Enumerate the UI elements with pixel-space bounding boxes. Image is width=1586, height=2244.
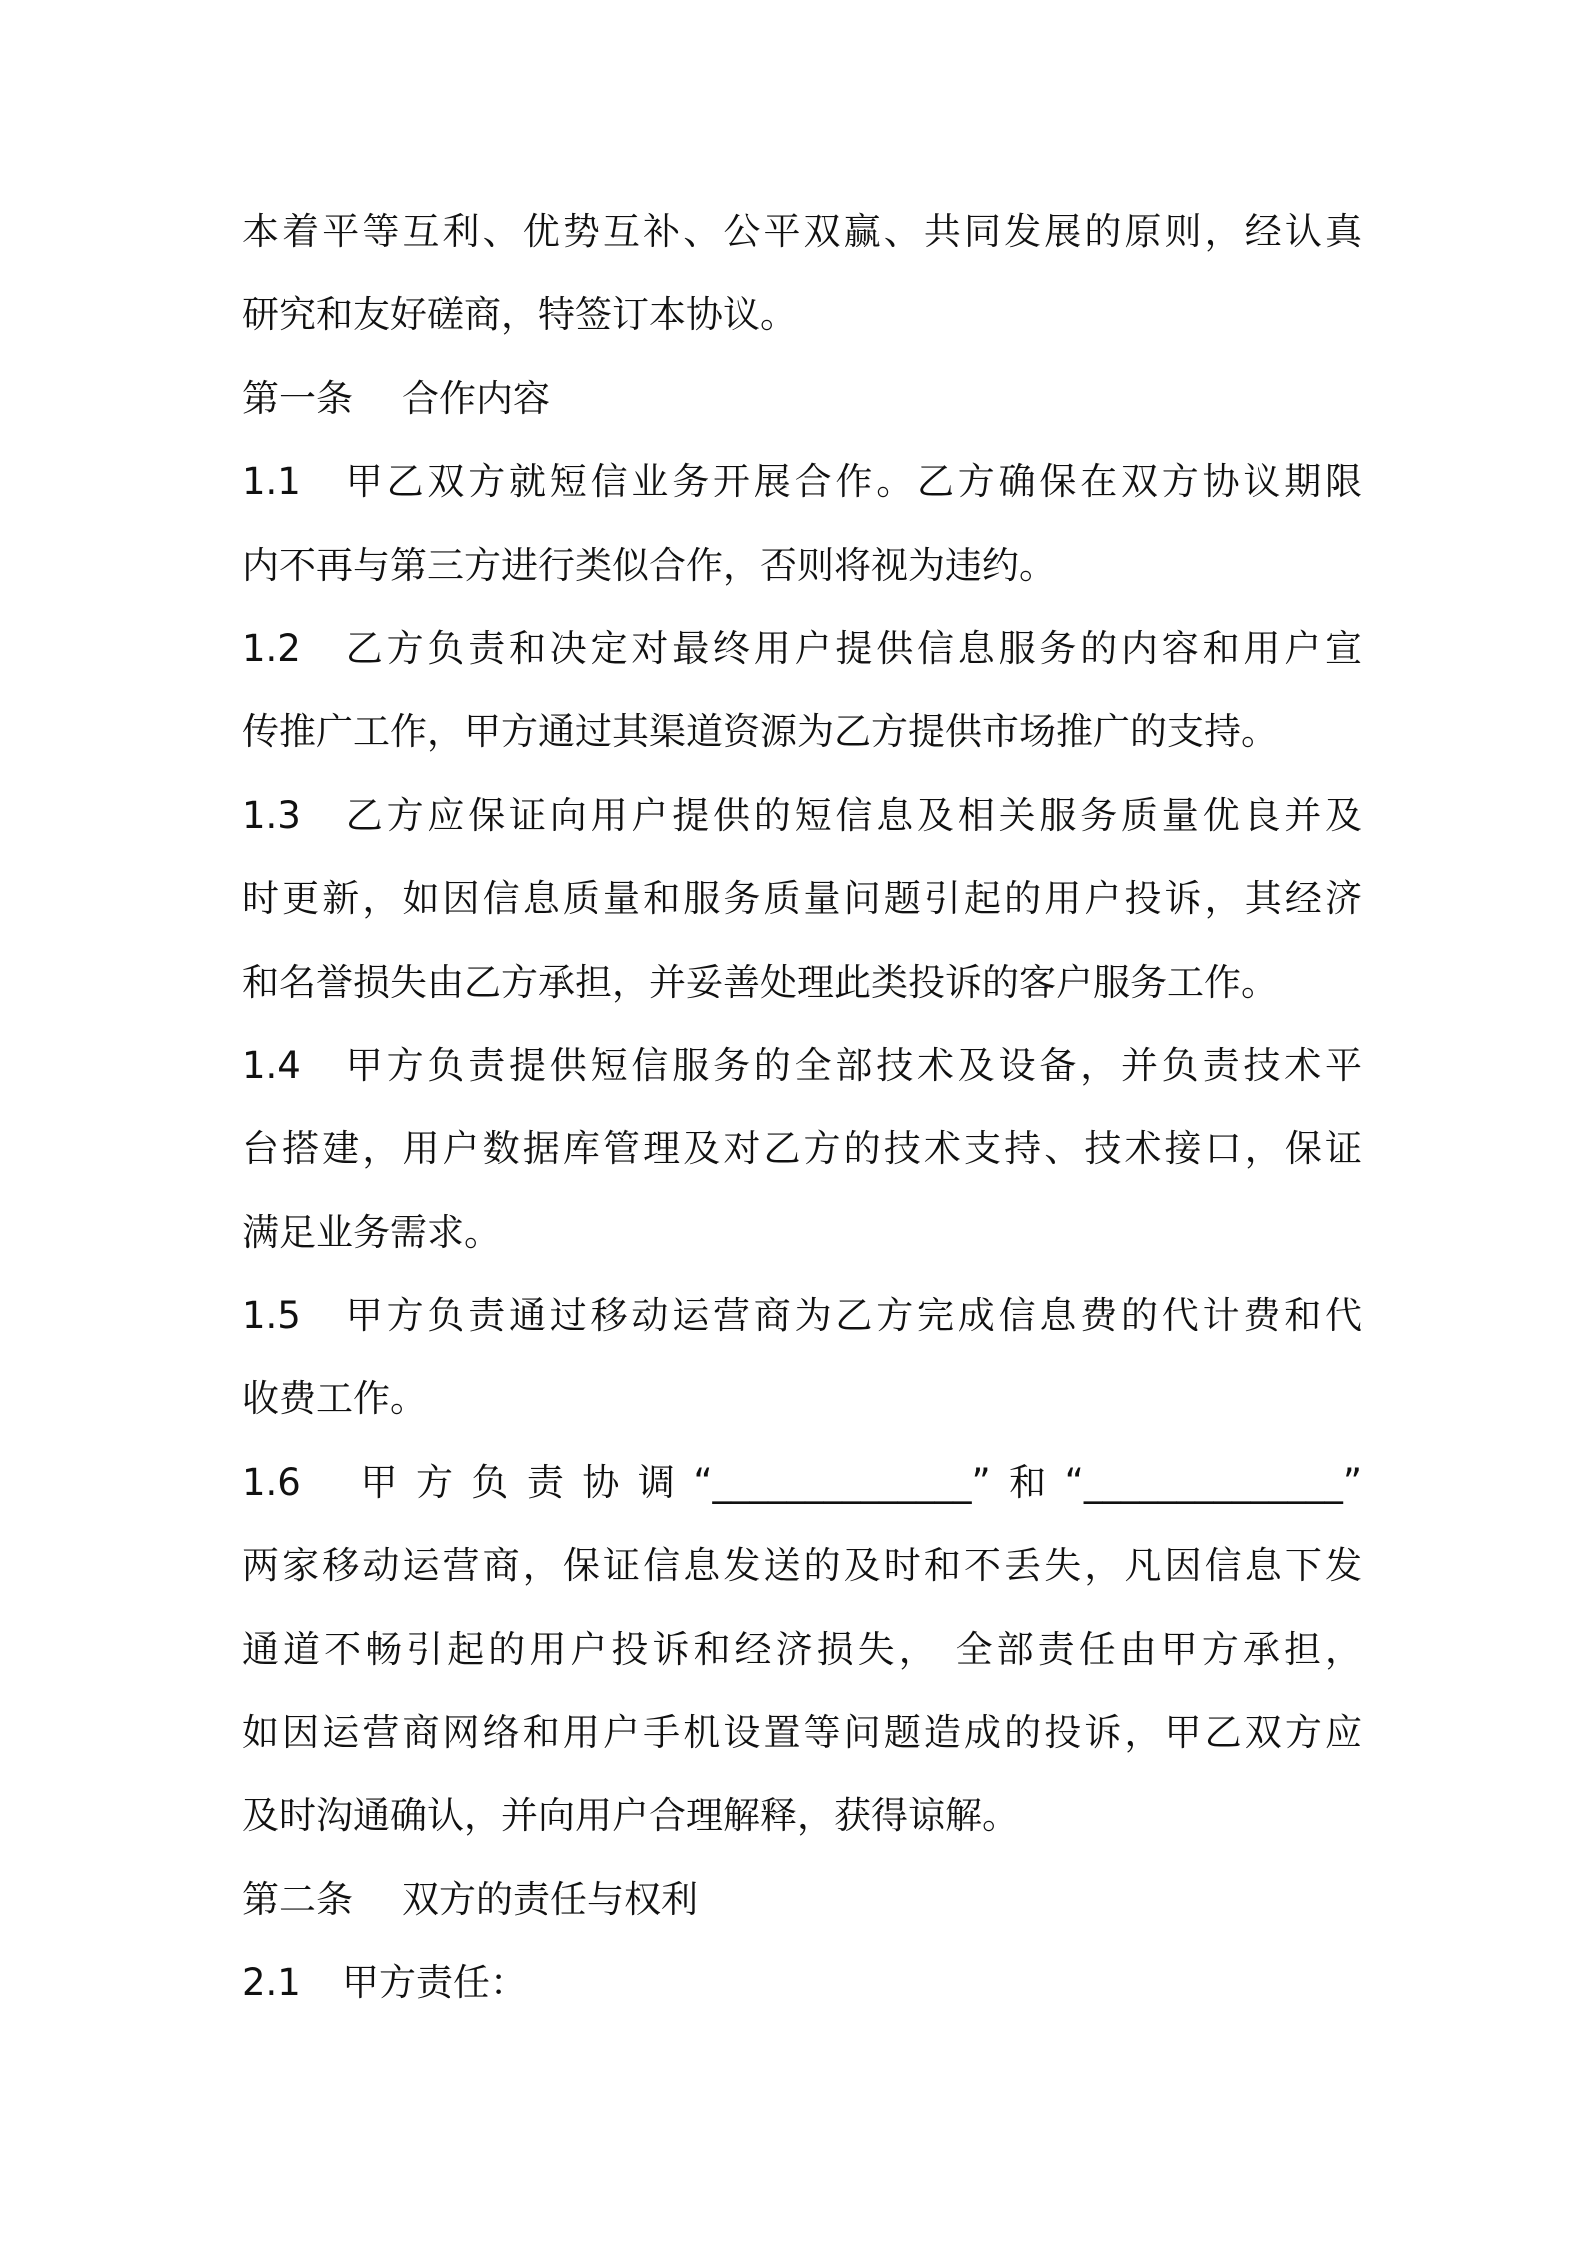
clause-1-4-text-1: 甲方负责提供短信服务的全部技术及设备，并负责技术平	[342, 1043, 1362, 1087]
clause-1-4-line-3: 满足业务需求。	[242, 1210, 501, 1254]
clause-1-5-number: 1.5	[242, 1294, 301, 1338]
clause-1-3-line-1	[242, 774, 1362, 857]
clause-1-5-line-2: 收费工作。	[242, 1377, 427, 1421]
article-2-number: 第二条	[242, 1877, 353, 1921]
clause-1-6-text-1: 甲方负责协调“______________”和“______________”	[342, 1460, 1362, 1504]
clause-1-1-line-2: 内不再与第三方进行类似合作，否则将视为违约。	[242, 543, 1056, 587]
clause-2-1-line	[242, 1941, 1362, 2024]
article-1-title: 合作内容	[402, 376, 550, 420]
clause-2-1-text: 甲方责任：	[342, 1961, 527, 2005]
clause-1-4-line-2: 台搭建，用户数据库管理及对乙方的技术支持、技术接口，保证	[242, 1127, 1362, 1171]
clause-1-4-line-1	[242, 1024, 1362, 1107]
article-1-heading	[242, 357, 1362, 440]
clause-1-3-line-3: 和名誉损失由乙方承担，并妥善处理此类投诉的客户服务工作。	[242, 960, 1278, 1004]
preamble-line-1: 本着平等互利、优势互补、公平双赢、共同发展的原则，经认真	[242, 210, 1362, 253]
clause-1-2-line-2: 传推广工作，甲方通过其渠道资源为乙方提供市场推广的支持。	[242, 710, 1278, 754]
clause-1-3-line-2: 时更新，如因信息质量和服务质量问题引起的用户投诉，其经济	[242, 877, 1362, 921]
clause-1-6-line-5: 及时沟通确认，并向用户合理解释，获得谅解。	[242, 1794, 1019, 1838]
clause-1-4-number: 1.4	[242, 1043, 301, 1087]
clause-1-1-number: 1.1	[242, 460, 301, 504]
clause-1-6-line-4: 如因运营商网络和用户手机设置等问题造成的投诉，甲乙双方应	[242, 1711, 1362, 1755]
clause-1-1-line-1	[242, 440, 1362, 523]
clause-1-6-line-1	[242, 1441, 1362, 1524]
clause-1-3-text-1: 乙方应保证向用户提供的短信息及相关服务质量优良并及	[342, 793, 1362, 837]
clause-1-2-number: 1.2	[242, 626, 301, 670]
clause-1-6-line-2: 两家移动运营商，保证信息发送的及时和不丢失，凡因信息下发	[242, 1544, 1362, 1588]
preamble-line-2: 研究和友好磋商，特签订本协议。	[242, 293, 797, 337]
clause-1-5-line-1	[242, 1274, 1362, 1357]
clause-1-5-text-1: 甲方负责通过移动运营商为乙方完成信息费的代计费和代	[342, 1294, 1362, 1338]
article-1-number: 第一条	[242, 376, 353, 420]
clause-1-2-text-1: 乙方负责和决定对最终用户提供信息服务的内容和用户宣	[342, 626, 1362, 670]
clause-1-2-line-1	[242, 607, 1362, 690]
clause-1-3-number: 1.3	[242, 793, 301, 837]
contract-page	[242, 190, 1362, 2025]
clause-1-6-number: 1.6	[242, 1460, 301, 1504]
clause-2-1-number: 2.1	[242, 1961, 301, 2005]
clause-1-1-text-1: 甲乙双方就短信业务开展合作。乙方确保在双方协议期限	[342, 460, 1362, 504]
article-2-title: 双方的责任与权利	[402, 1877, 698, 1921]
article-2-heading	[242, 1858, 1362, 1941]
clause-1-6-line-3: 通道不畅引起的用户投诉和经济损失， 全部责任由甲方承担，	[242, 1627, 1362, 1671]
